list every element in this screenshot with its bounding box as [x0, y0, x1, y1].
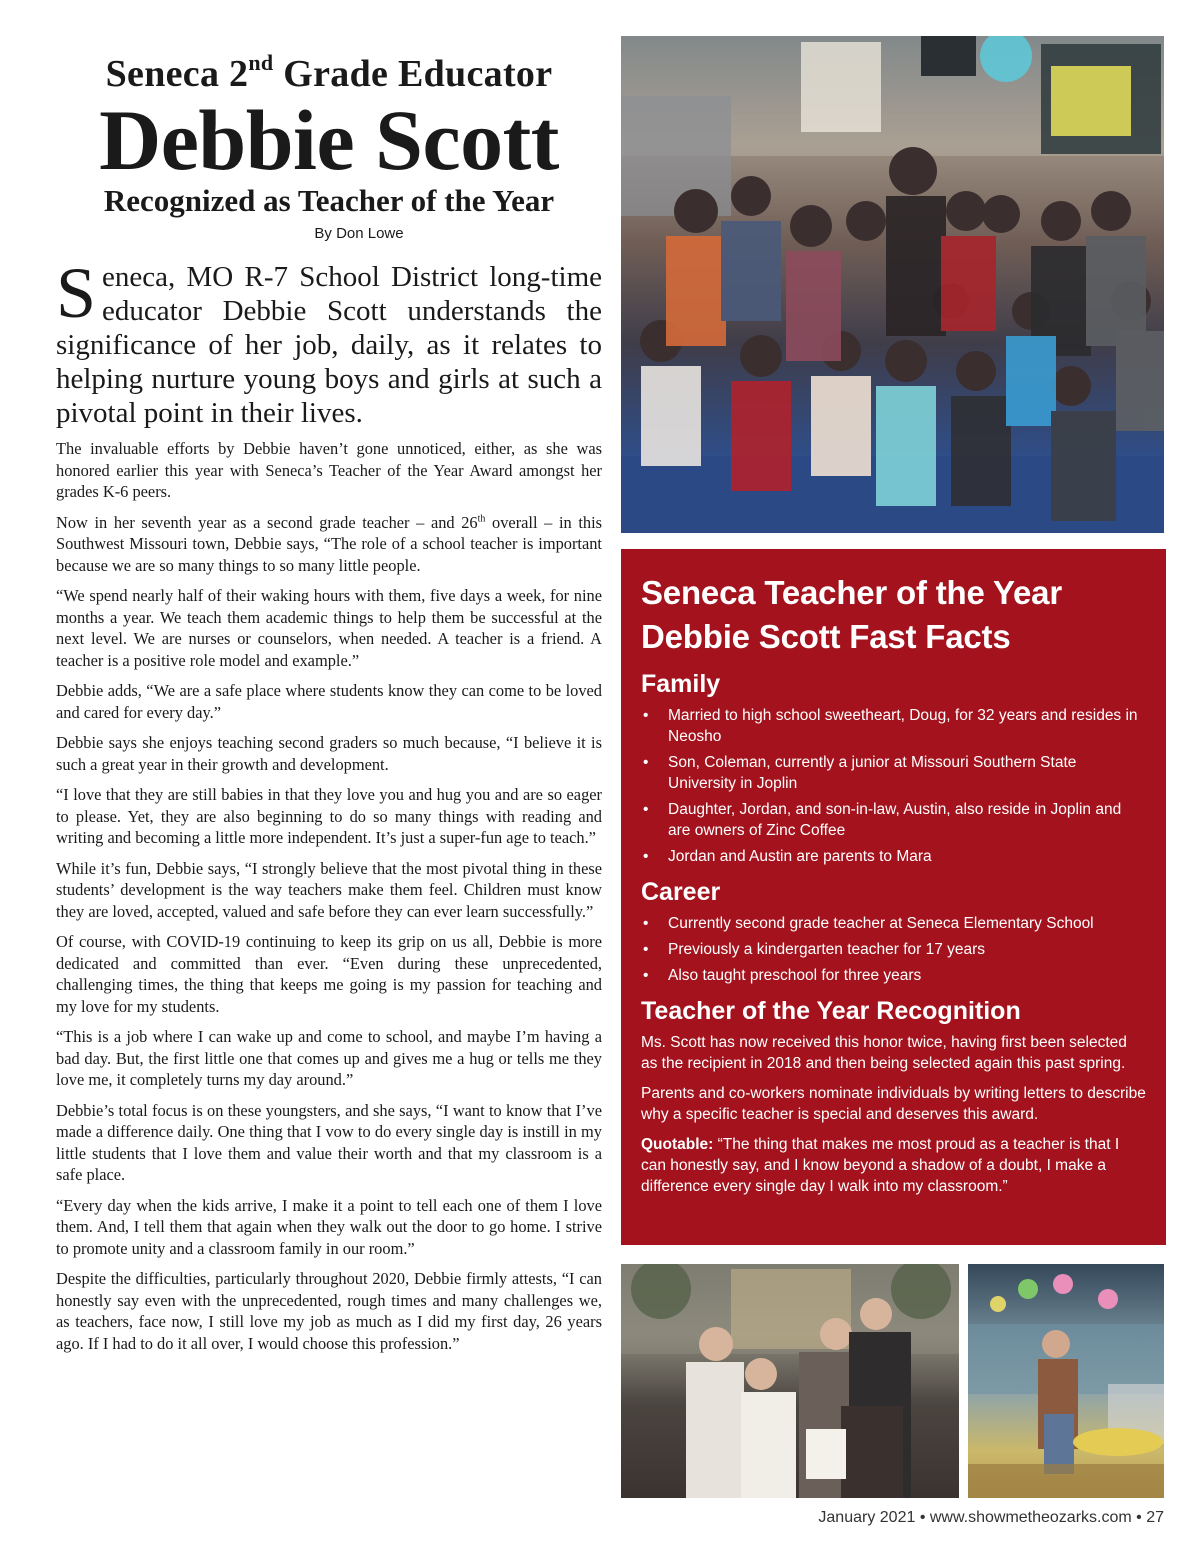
article-text: overall – in this Southwest Missouri town, Debbie says, “The role of a school teacher is important because we are so many things to so many little people. — [56, 512, 603, 575]
bullet-icon: • — [643, 801, 649, 818]
quotable-text: “The thing that makes me most proud as a teacher is that I can honestly say, and I know beyond a shadow of a doubt, I make a difference every single day I walk into my classroom.” — [641, 1136, 1120, 1195]
bullet-icon: • — [643, 967, 649, 984]
subheadline: Recognized as Teacher of the Year — [103, 183, 555, 218]
quotable-paragraph — [641, 1134, 1146, 1197]
kicker-superscript: nd — [248, 50, 274, 75]
article-paragraph: Of course, with COVID-19 continuing to keep its grip on us all, Debbie is more dedicated and committed than ever. “Even during these unprecedented, challenging times, the thing that keeps me going is my passion for teaching and my love for my students. — [56, 932, 602, 1016]
fast-facts-title — [641, 571, 1146, 659]
article-paragraph: The invaluable efforts by Debbie haven’t gone unnoticed, either, as she was honored earlier this year with Seneca’s Teacher of the Year Award amongst her grades K-6 peers. — [56, 439, 602, 501]
article-text: Now in her seventh year as a second grade teacher – and 26 — [56, 512, 478, 532]
bullet-icon: • — [643, 707, 649, 724]
career-heading: Career — [641, 878, 721, 906]
article-paragraph: Despite the difficulties, particularly throughout 2020, Debbie firmly attests, “I can honestly say even with the unprecedented, rough times and many challenges we, as teachers, face now, I still love my job as much as I did my first day, 26 years ago. If I had to do it all over, I would choose this profession.” — [56, 1269, 602, 1353]
list-item — [641, 705, 1146, 747]
list-item — [641, 846, 1146, 867]
fast-facts-title-line: Seneca Teacher of the Year — [641, 574, 1062, 611]
bullet-icon: • — [643, 941, 649, 958]
list-item-text: Previously a kindergarten teacher for 17 years — [668, 941, 986, 958]
article-paragraph: “We spend nearly half of their waking hours with them, five days a week, for nine months a year. We teach them academic things to help them be successful at the next level. We are nurses or counselors, when needed. A teacher is a friend. A teacher is a positive role model and example.” — [56, 586, 602, 670]
article-paragraph: “Every day when the kids arrive, I make it a point to tell each one of them I love them. And, I tell them that again when they walk out the door to go home. I strive to promote unity and a classroom family in our room.” — [56, 1195, 602, 1258]
article-paragraph: “This is a job where I can wake up and come to school, and maybe I’m having a bad day. But, the first little one that comes up and gives me a hug or tells me they love me, it completely turns my day around.” — [56, 1027, 602, 1089]
kicker-text: Seneca 2 — [105, 53, 249, 95]
drop-cap: S — [56, 253, 97, 333]
list-item-text: Married to high school sweetheart, Doug, for 32 years and resides in Neosho — [668, 707, 1138, 745]
kicker — [56, 52, 602, 96]
fast-facts-box — [621, 549, 1166, 1245]
page-footer: January 2021 • www.showmetheozarks.com • 27 — [818, 1509, 1164, 1526]
list-item — [641, 939, 1146, 960]
list-item-text: Currently second grade teacher at Seneca Elementary School — [668, 915, 1094, 932]
ordinal-superscript: th — [477, 513, 486, 525]
article-body — [56, 438, 602, 1354]
career-list — [641, 913, 1146, 986]
list-item — [641, 799, 1146, 841]
list-item-text: Jordan and Austin are parents to Mara — [668, 848, 932, 865]
bullet-icon: • — [643, 915, 649, 932]
lead-text: eneca, MO R-7 School District long-time educator Debbie Scott understands the significance of her job, daily, as it relates to helping nurture young boys and girls at such a pivotal point in their lives. — [56, 261, 602, 429]
article-paragraph: Debbie’s total focus is on these youngsters, and she says, “I want to know that I’ve made a difference daily. One thing that I vow to do every single day is instill in my little students that I love them and value their worth and that my classroom is a safe place. — [56, 1100, 602, 1184]
bullet-icon: • — [643, 848, 649, 865]
recognition-heading: Teacher of the Year Recognition — [641, 997, 1021, 1025]
classroom-photo — [968, 1264, 1164, 1498]
family-photo-illustration — [621, 1264, 959, 1498]
article-paragraph: Debbie says she enjoys teaching second graders so much because, “I believe it is such a great year in their growth and development. — [56, 733, 602, 774]
list-item-text: Also taught preschool for three years — [668, 967, 922, 984]
list-item-text: Daughter, Jordan, and son-in-law, Austin, also reside in Joplin and are owners of Zinc Coffee — [668, 801, 1122, 839]
lead-paragraph — [56, 253, 602, 430]
list-item — [641, 913, 1146, 934]
article-paragraph — [56, 512, 602, 577]
family-list — [641, 705, 1146, 867]
classroom-photo-illustration — [968, 1264, 1164, 1498]
list-item-text: Son, Coleman, currently a junior at Missouri Southern State University in Joplin — [668, 754, 1077, 792]
recognition-paragraph: Parents and co-workers nominate individuals by writing letters to describe why a specific teacher is special and deserves this award. — [641, 1085, 1146, 1123]
list-item — [641, 752, 1146, 794]
class-photo — [621, 36, 1164, 533]
family-heading: Family — [641, 670, 721, 698]
family-photo — [621, 1264, 959, 1498]
byline: By Don Lowe — [314, 225, 404, 242]
recognition-paragraph: Ms. Scott has now received this honor twice, having first been selected as the recipient in 2018 and then being selected again this past spring. — [641, 1034, 1127, 1072]
article-paragraph: Debbie adds, “We are a safe place where students know they can come to be loved and cared for every day.” — [56, 681, 602, 722]
list-item — [641, 965, 1146, 986]
quotable-label: Quotable: — [641, 1136, 714, 1153]
fast-facts-title-line: Debbie Scott Fast Facts — [641, 618, 1011, 655]
bullet-icon: • — [643, 754, 649, 771]
kicker-text-end: Grade Educator — [273, 53, 553, 95]
class-photo-illustration — [621, 36, 1164, 533]
headline: Debbie Scott — [99, 92, 559, 188]
article-paragraph: “I love that they are still babies in that they love you and hug you and are so eager to please. Yet, they are also beginning to do so many things with reading and writing and becoming a little more independent. It’s just a super-fun age to teach.” — [56, 785, 602, 847]
article-column — [56, 52, 602, 1363]
article-paragraph: While it’s fun, Debbie says, “I strongly believe that the most pivotal thing in these students’ development is the way teachers make them feel. Children must know they are loved, accepted, valued and safe before they can ever learn successfully.” — [56, 858, 602, 921]
